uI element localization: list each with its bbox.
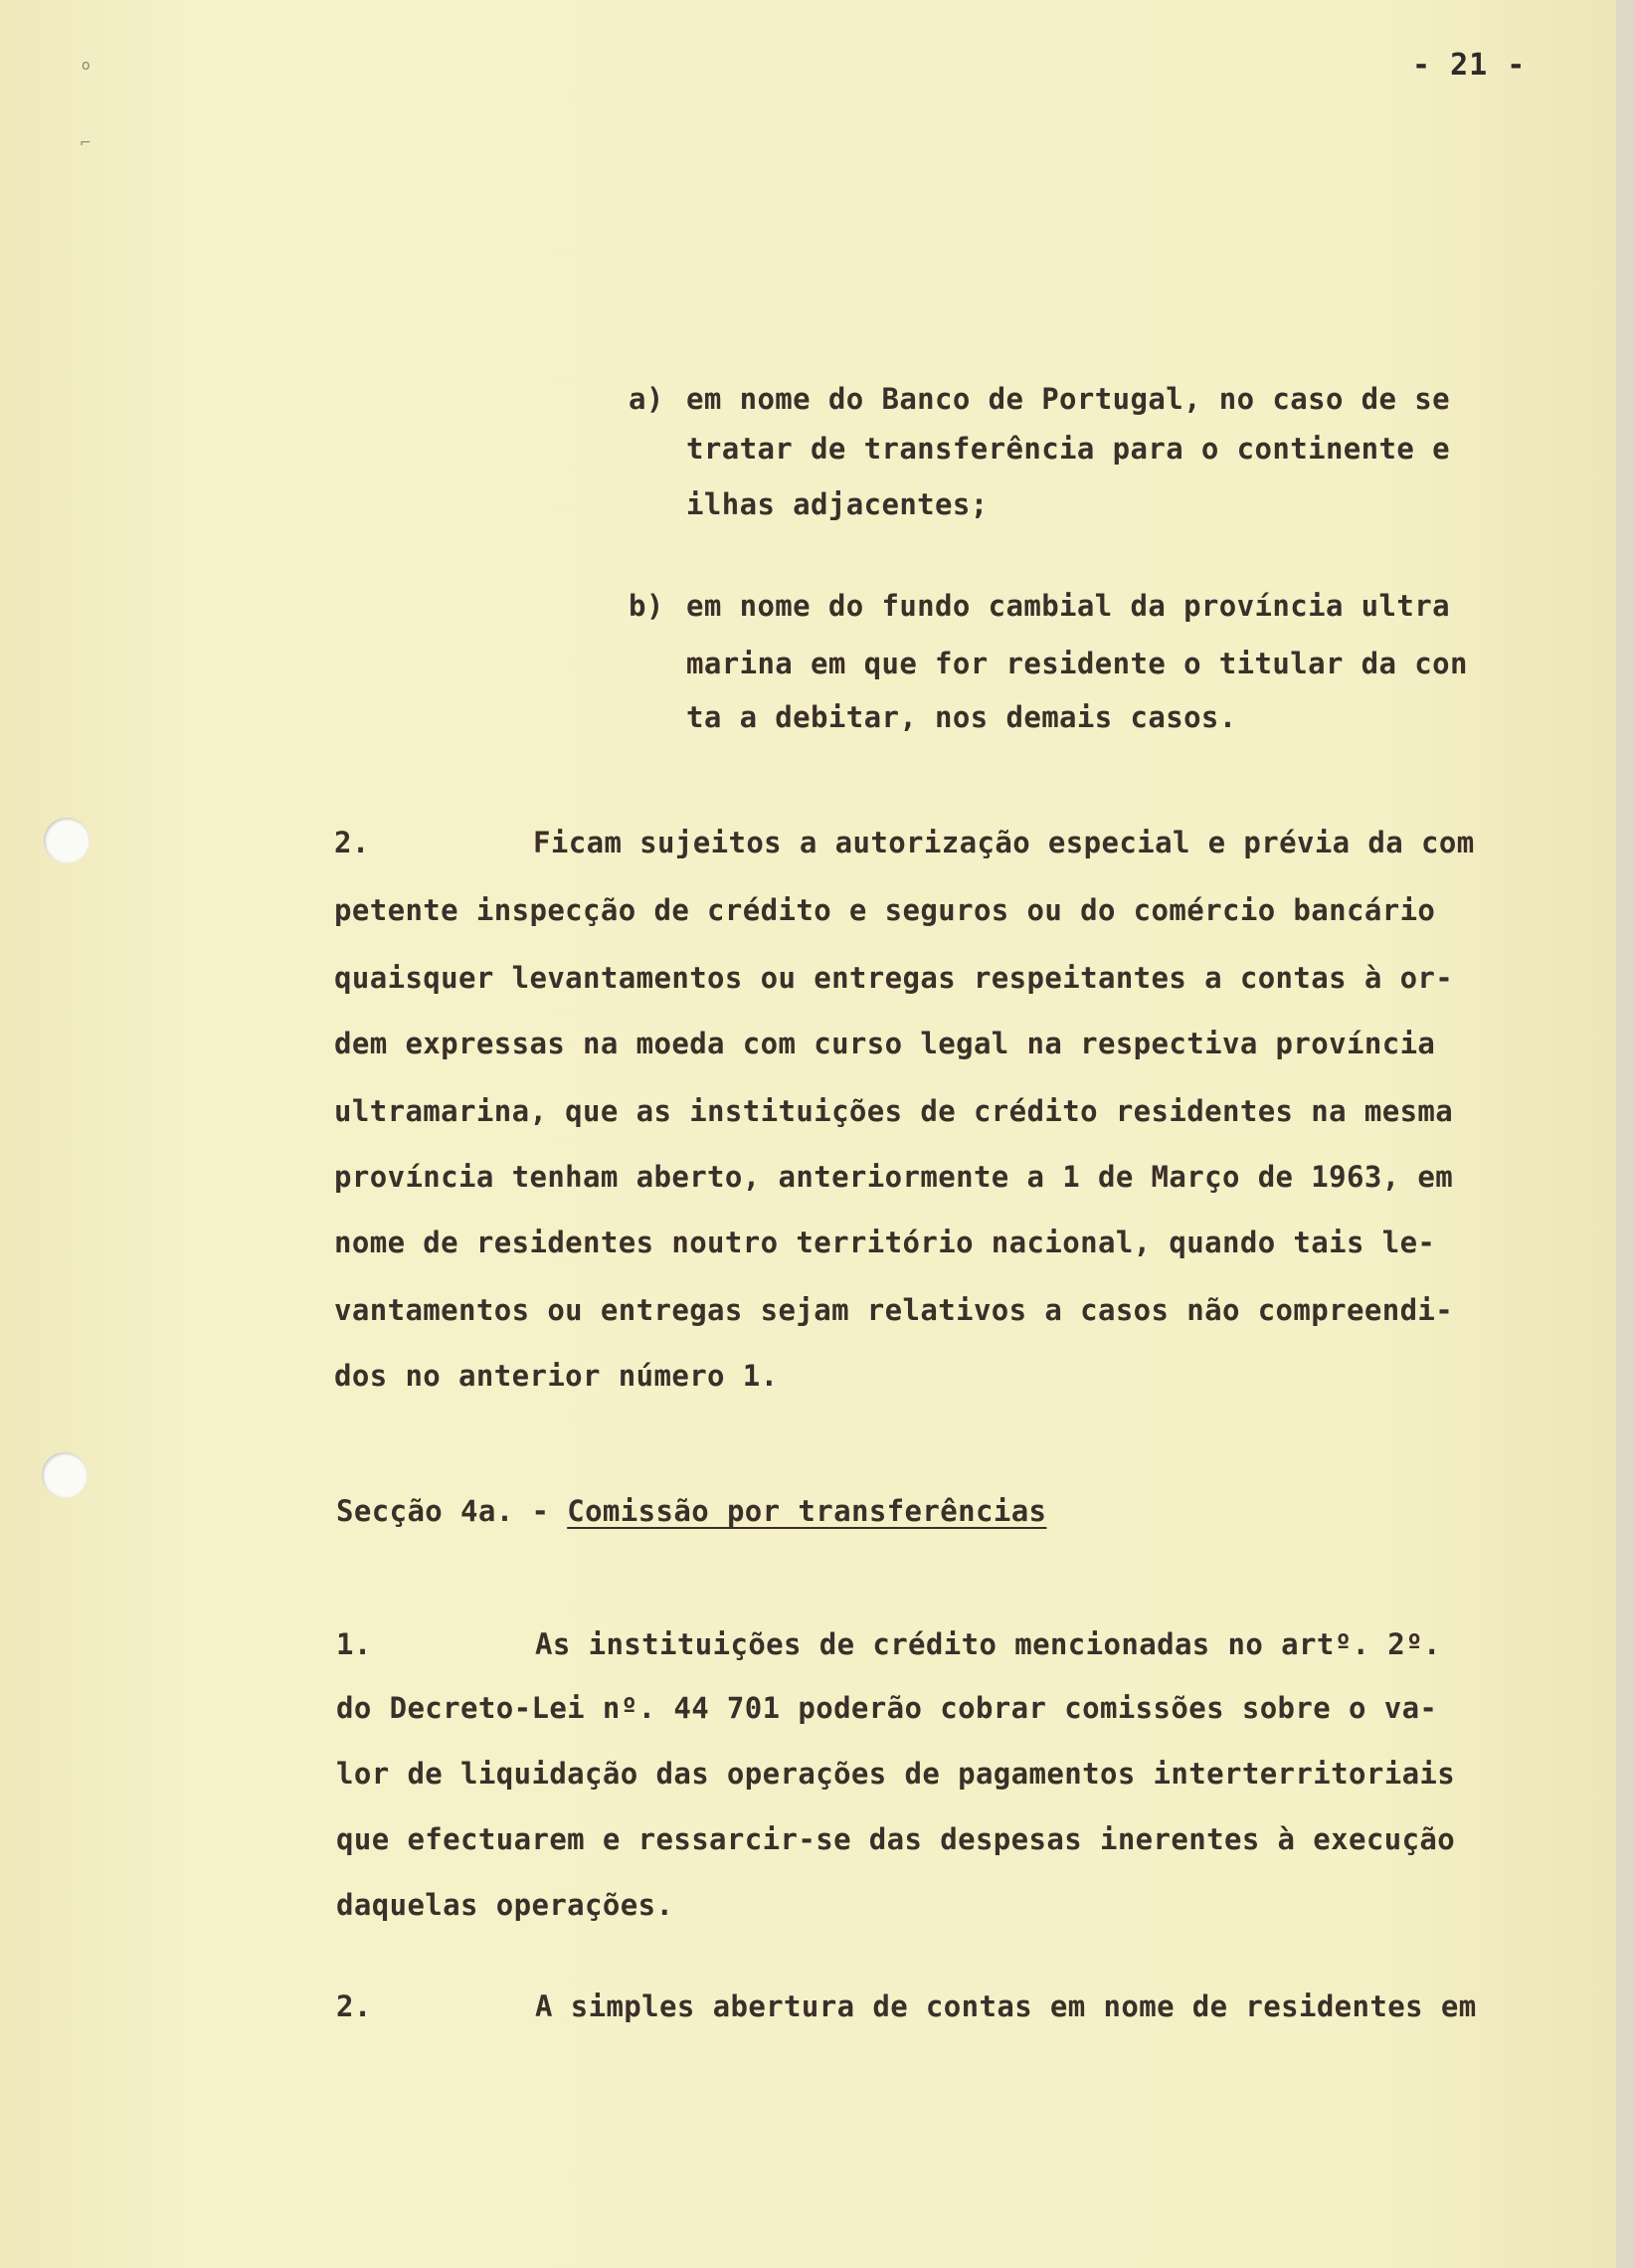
- list-item-a-line-1: em nome do Banco de Portugal, no caso de se: [686, 382, 1450, 416]
- section-heading: [336, 1494, 1046, 1528]
- section-paragraph-1-line-1: As instituições de crédito mencionadas no artº. 2º.: [535, 1627, 1441, 1661]
- scan-edge: [1616, 0, 1634, 2268]
- list-item-b-line-3: ta a debitar, nos demais casos.: [686, 700, 1237, 734]
- list-item-b-line-1: em nome do fundo cambial da província ultra: [686, 589, 1450, 623]
- page-number: - 21 -: [1412, 48, 1527, 83]
- paragraph-2-line-9: dos no anterior número 1.: [334, 1359, 779, 1393]
- paragraph-2-line-2: petente inspecção de crédito e seguros ou do comércio bancário: [334, 893, 1436, 927]
- paragraph-2-number: 2.: [334, 826, 370, 859]
- section-paragraph-1-line-2: do Decreto-Lei nº. 44 701 poderão cobrar comissões sobre o va-: [336, 1691, 1438, 1725]
- margin-mark-circle: o: [82, 58, 91, 74]
- paragraph-2-line-7: nome de residentes noutro território nacional, quando tais le-: [334, 1226, 1436, 1259]
- list-item-a-line-3: ilhas adjacentes;: [686, 487, 989, 521]
- section-paragraph-1-line-3: lor de liquidação das operações de pagamentos interterritoriais: [336, 1757, 1456, 1791]
- list-item-b-label: b): [629, 589, 664, 623]
- section-paragraph-1-line-4: que efectuarem e ressarcir-se das despesas inerentes à execução: [336, 1822, 1456, 1856]
- section-paragraph-2-number: 2.: [336, 1989, 372, 2023]
- margin-mark-tick: ⌐: [80, 135, 91, 151]
- list-item-a-line-2: tratar de transferência para o continente e: [686, 432, 1450, 466]
- list-item-b-line-2: marina em que for residente o titular da con: [686, 647, 1468, 680]
- paragraph-2-line-1: Ficam sujeitos a autorização especial e prévia da com: [533, 826, 1475, 859]
- section-title: Comissão por transferências: [567, 1494, 1047, 1528]
- list-item-a-label: a): [629, 382, 664, 416]
- paragraph-2-line-5: ultramarina, que as instituições de crédito residentes na mesma: [334, 1094, 1454, 1128]
- section-paragraph-1-line-5: daquelas operações.: [336, 1888, 674, 1922]
- paragraph-2-line-6: província tenham aberto, anteriormente a 1 de Março de 1963, em: [334, 1160, 1454, 1194]
- punch-hole-bottom: [42, 1452, 88, 1498]
- paragraph-2-line-8: vantamentos ou entregas sejam relativos a casos não compreendi-: [334, 1293, 1454, 1327]
- section-prefix: Secção 4a. -: [336, 1494, 550, 1528]
- paragraph-2-line-3: quaisquer levantamentos ou entregas respeitantes a contas à or-: [334, 961, 1454, 995]
- section-paragraph-1-number: 1.: [336, 1627, 372, 1661]
- paragraph-2-line-4: dem expressas na moeda com curso legal na respectiva província: [334, 1027, 1436, 1060]
- section-paragraph-2-line-1: A simples abertura de contas em nome de residentes em: [535, 1989, 1477, 2023]
- punch-hole-top: [44, 818, 90, 863]
